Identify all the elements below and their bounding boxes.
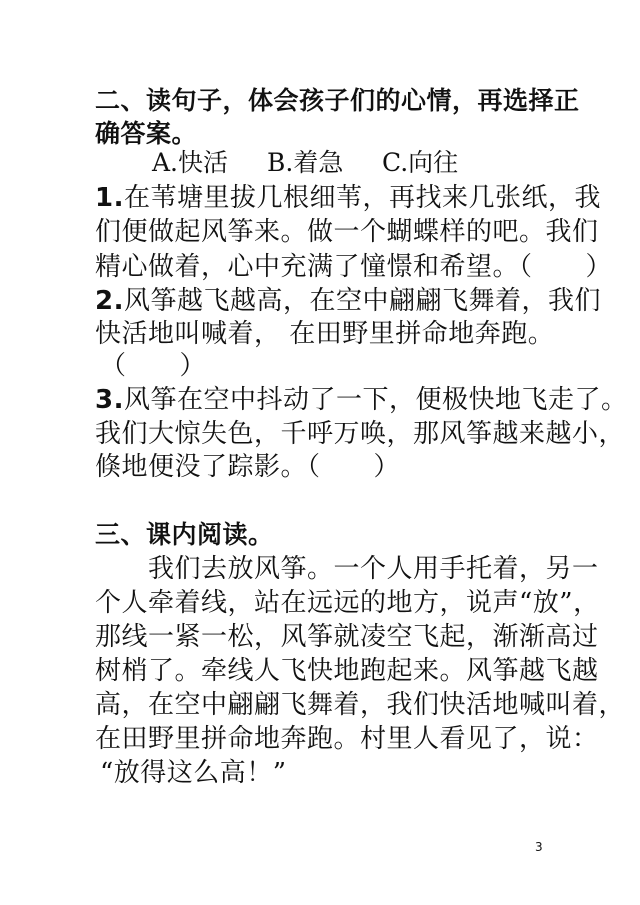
question-3-line2: 我们大惊失色，千呼万唤，那风筝越来越小， (95, 419, 626, 449)
answer-options (152, 145, 458, 181)
question-1-text1: 在苇塘里拔几根细苇，再找来几张纸，我 (123, 183, 601, 213)
passage-line: 在田野里拼命地奔跑。村里人看见了，说： (95, 724, 599, 754)
question-1-line2: 们便做起风筝来。做一个蝴蝶样的吧。我们 (95, 217, 599, 247)
question-3-line3: 倏地便没了踪影。（ ） (95, 452, 401, 482)
passage-line: 个人牵着线，站在远远的地方，说声“放”， (95, 588, 600, 618)
question-2-text1: 风筝越飞越高，在空中翩翩飞舞着，我们 (123, 286, 601, 316)
question-2-line3: （ ） (100, 351, 207, 381)
passage-line: 树梢了。牵线人飞快地跑起来。风筝越飞越 (95, 656, 599, 686)
passage-line: 我们去放风筝。一个人用手托着，另一 (95, 554, 599, 584)
question-1-number: 1. (95, 183, 124, 213)
section2-title-line1: 二、读句子，体会孩子们的心情，再选择正 (95, 86, 580, 115)
option-b: B.着急 (267, 148, 344, 177)
passage-line: 那线一紧一松，风筝就凌空飞起，渐渐高过 (95, 622, 599, 652)
question-1-line3: 精心做着，心中充满了憧憬和希望。（ ） (95, 252, 613, 282)
question-3-line1 (95, 382, 627, 418)
passage-line: 高，在空中翩翩飞舞着，我们快活地喊叫着， (95, 690, 626, 720)
question-3-text1: 风筝在空中抖动了一下，便极快地飞走了。 (123, 385, 628, 415)
passage-line: “放得这么高！” (100, 758, 287, 788)
section2-title-line2: 确答案。 (95, 119, 198, 148)
section3-title: 三、课内阅读。 (95, 520, 274, 549)
page-number: 3 (535, 840, 543, 854)
question-2-number: 2. (95, 286, 124, 316)
question-2-line1 (95, 283, 601, 319)
question-2-line2: 快活地叫喊着， 在田野里拼命地奔跑。 (95, 319, 555, 349)
option-c: C.向往 (382, 148, 459, 177)
question-3-number: 3. (95, 385, 124, 415)
question-1-line1 (95, 180, 601, 216)
option-a: A.快活 (152, 148, 229, 177)
